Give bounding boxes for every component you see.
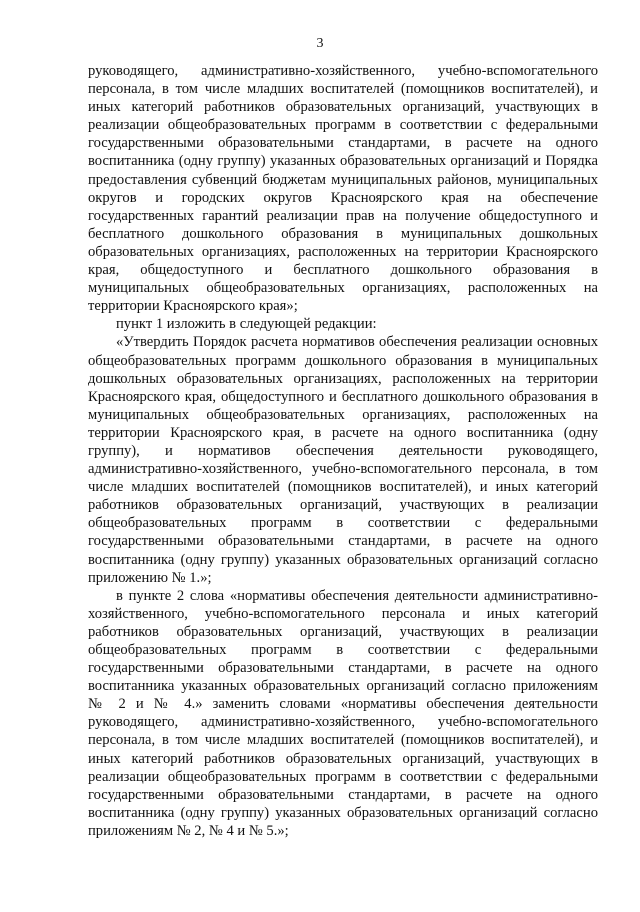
paragraph-amendment-point-2: в пункте 2 слова «нормативы обеспечения деятельности административно-хозяйственного, учебно-вспомогательного персонала и иных категорий работников образовательных организаций, участвующих в реализации общеобразовательных программ в соответствии с федеральными государственными образовательными стандартами, в расчете на одного воспитанника указанных образовательных организаций согласно приложениям № 2 и № 4.» заменить словами «нормативы обеспечения деятельности руководящего, административно-хозяйственного, учебно-вспомогательного персонала, в том числе младших воспитателей (помощников воспитателей), и иных категорий работников образовательных организаций, участвующих в реализации общеобразовательных программ в соответствии с федеральными государственными образовательными стандартами, в расчете на одного воспитанника (одну группу) указанных образовательных организаций согласно приложениям № 2, № 4 и № 5.»; [88,587,598,839]
paragraph-amendment-intro: пункт 1 изложить в следующей редакции: [116,316,377,333]
page-number: 3 [316,36,324,51]
paragraph-continuation: руководящего, административно-хозяйственного, учебно-вспомогательного персонала, в том числе младших воспитателей (помощников воспитателей), и иных категорий работников образовательных организаций, участвующих в реализации общеобразовательных программ в соответствии с федеральными государственными образовательными стандартами, в расчете на одного воспитанника (одну группу) указанных образовательных организаций и Порядка предоставления субвенций бюджетам муниципальных районов, муниципальных округов и городских округов Красноярского края на обеспечение государственных гарантий реализации прав на получение общедоступного и бесплатного дошкольного образования в муниципальных дошкольных образовательных организациях, расположенных на территории Красноярского края, общедоступного и бесплатного дошкольного образования в муниципальных общеобразовательных организациях, расположенных на территории Красноярского края»; [88,63,598,315]
document-body [88,62,598,840]
paragraph-amendment-point-1: «Утвердить Порядок расчета нормативов обеспечения реализации основных общеобразовательных программ дошкольного образования в муниципальных дошкольных образовательных организациях, расположенных на территории Красноярского края, общедоступного и бесплатного дошкольного образования в муниципальных общеобразовательных организациях, расположенных на территории Красноярского края, в расчете на одного воспитанника (одну группу), и нормативов обеспечения деятельности руководящего, административно-хозяйственного, учебно-вспомогательного персонала, в том числе младших воспитателей (помощников воспитателей), и иных категорий работников образовательных организаций, участвующих в реализации общеобразовательных программ в соответствии с федеральными государственными образовательными стандартами, в расчете на одного воспитанника (одну группу) указанных образовательных организаций согласно приложению № 1.»; [88,334,598,586]
